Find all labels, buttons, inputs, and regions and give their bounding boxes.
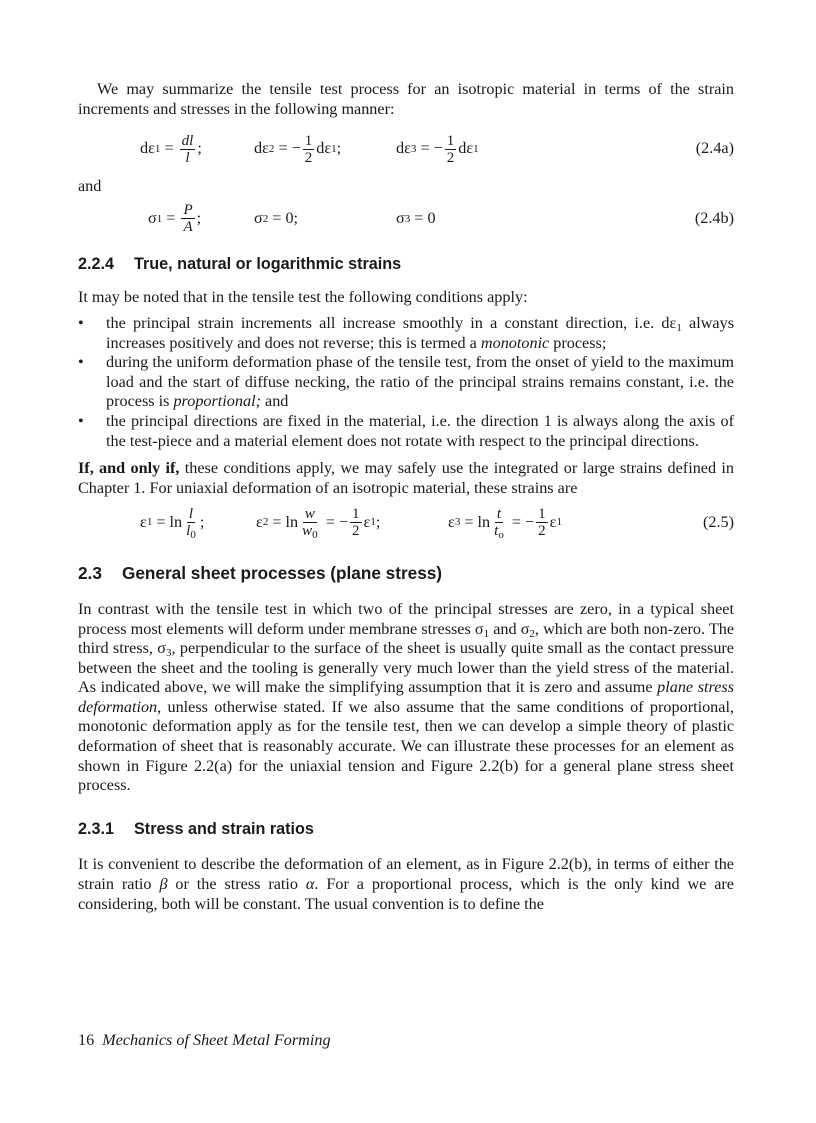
list-item: • the principal directions are fixed in the material, i.e. the direction 1 is always along the axis of the test-piece and a material element does not rotate with respect to the principal directions. (78, 411, 734, 450)
section-heading-2-3-1: 2.3.1 Stress and strain ratios (78, 819, 314, 838)
fraction: $\frac{t}{t_o}$ (494, 505, 504, 541)
eq-2-5-term-2: ε 2 = ln $\frac{w}{w_0}$ = − $\frac{1}{2}$ ε 1 ; (256, 505, 381, 541)
conditions-intro: It may be noted that in the tensile test the following conditions apply: (78, 288, 528, 307)
equation-2-5 (78, 500, 734, 544)
eq-2-4a-term-2: dε 2 = − $\frac{1}{2}$ dε 1 ; (254, 132, 342, 166)
equation-2-4b (78, 197, 734, 241)
section-heading-2-2-4: 2.2.4 True, natural or logarithmic strains (78, 254, 402, 273)
equation-2-4a (78, 127, 734, 171)
bullet-icon: • (78, 353, 84, 372)
fraction: $\frac{1}{2}$ (538, 505, 546, 539)
equation-number: (2.4b) (694, 208, 734, 227)
eq-2-5-term-1: ε 1 = ln $\frac{l}{l_0}$ ; (140, 505, 205, 541)
fraction: $\frac{l}{l_0}$ (186, 505, 196, 541)
page-footer (78, 1031, 331, 1050)
eq-2-5-term-3: ε 3 = ln $\frac{t}{t_o}$ = − $\frac{1}{2}$ ε 1 (448, 505, 562, 541)
page-content (78, 80, 734, 914)
eq-2-4b-term-2: σ 2 = 0; (254, 208, 299, 227)
eq-2-4b-term-3: σ 3 = 0 (396, 208, 436, 227)
and-word: and (78, 177, 102, 196)
eq-2-4a-term-1: dε 1 = $\frac{dl}{l}$ ; (140, 132, 202, 166)
eq-2-4b-term-1: σ 1 = $\frac{P}{A}$ ; (148, 202, 202, 236)
bullet-icon: • (78, 313, 84, 332)
fraction: $\frac{1}{2}$ (352, 505, 360, 539)
fraction: $\frac{dl}{l}$ (181, 132, 194, 166)
list-item: • the principal strain increments all increase smoothly in a constant direction, i.e. $d\varepsilon_1$ always increases positively and does not reverse; this is termed a monotonic process; (78, 313, 734, 352)
fraction: $\frac{1}{2}$ (446, 132, 455, 166)
plane-stress-paragraph: In contrast with the tensile test in which two of the principal stresses are zero, in a typical sheet process most elements will deform under membrane stresses $\sigma_1$ and $\sigma_2$, which are both non-zero. The third stress, $\sigma_3$, perpendicular to the surface of the sheet is usually quite small as the contact pressure between the sheet and the tooling is generally very much lower than the yield stress of the material. As indicated above, we will make the simplifying assumption that it is zero and assume plane stress deformation, unless otherwise stated. If we also assume that the same conditions of proportional, monotonic deformation apply as for the tensile test, then we can develop a simple theory of plastic deformation of sheet that is reasonably accurate. We can illustrate these processes for an element as shown in Figure 2.2(a) for the uniaxial tension and Figure 2.2(b) for a general plane stress sheet process. (78, 599, 734, 795)
equation-number: (2.4a) (695, 139, 734, 158)
ratios-paragraph: It is convenient to describe the deformation of an element, as in Figure 2.2(b), in terms of either the strain ratio β or the stress ratio α. For a proportional process, which is the only kind we are considering, both will be constant. The usual convention is to define the (78, 855, 734, 913)
iff-paragraph: If, and only if, these conditions apply, we may safely use the integrated or large strains defined in Chapter 1. For uniaxial deformation of an isotropic material, these strains are (78, 459, 734, 497)
section-heading-2-3: 2.3 General sheet processes (plane stress) (78, 563, 443, 584)
page-number: 16 (78, 1031, 95, 1049)
conditions-list (78, 314, 734, 451)
bullet-icon: • (78, 411, 84, 430)
fraction: $\frac{w}{w_0}$ (302, 505, 318, 541)
book-title: Mechanics of Sheet Metal Forming (102, 1031, 331, 1049)
intro-paragraph: We may summarize the tensile test process for an isotropic material in terms of the strain increments and stresses in the following manner: (78, 80, 734, 118)
eq-2-4a-term-3: dε 3 = − $\frac{1}{2}$ dε 1 (396, 132, 479, 166)
fraction: $\frac{1}{2}$ (304, 132, 313, 166)
equation-number: (2.5) (702, 512, 734, 531)
list-item: • during the uniform deformation phase of the tensile test, from the onset of yield to the maximum load and the start of diffuse necking, the ratio of the principal strains remains constant, i.e. the process is proportional; and (78, 353, 734, 411)
fraction: $\frac{P}{A}$ (183, 202, 193, 236)
